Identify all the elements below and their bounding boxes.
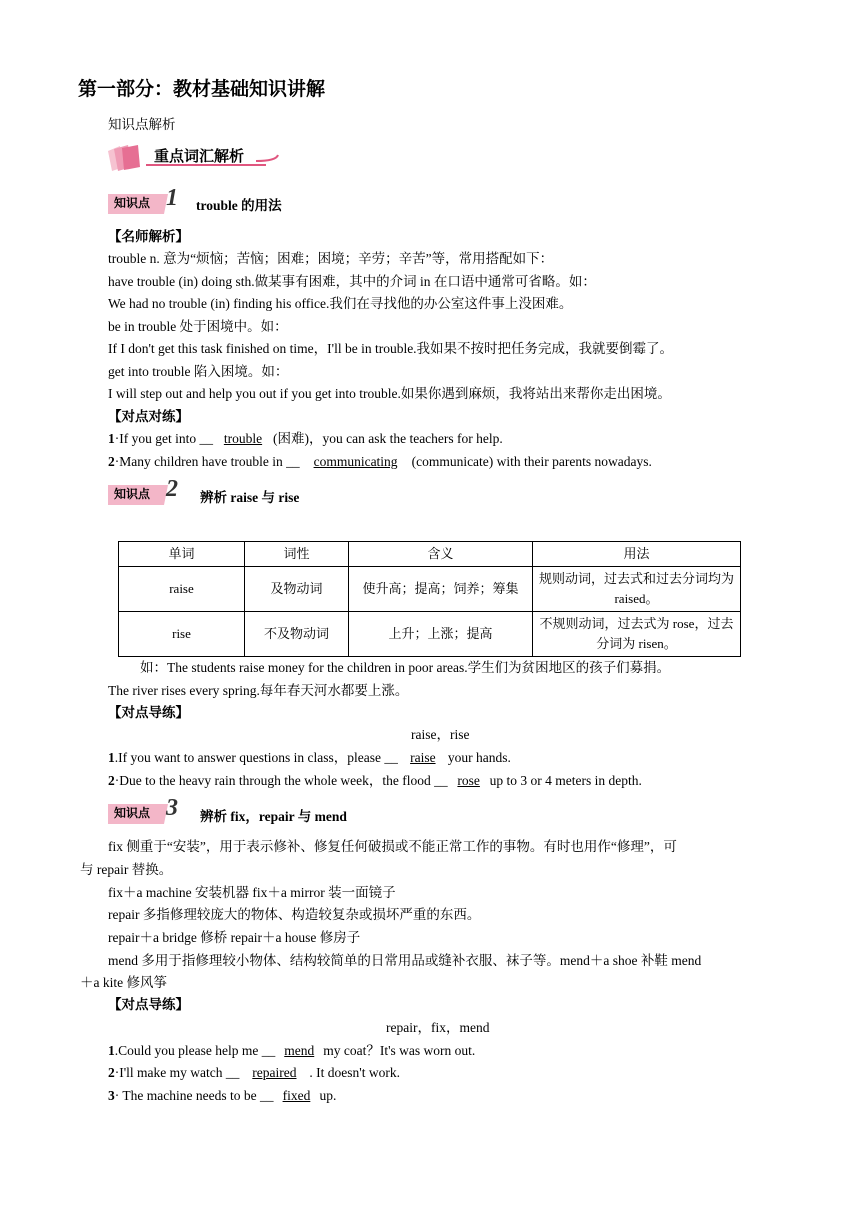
answer: fixed [282, 1088, 311, 1103]
word-bank: repair，fix，mend [386, 1020, 490, 1035]
question-1 [108, 1041, 475, 1061]
kp1-title: trouble 的用法 [196, 198, 282, 213]
kp3-line: ＋a kite 修风筝 [80, 975, 167, 990]
question-1 [108, 429, 503, 449]
answer: rose [457, 773, 480, 788]
table-cell: raise [119, 567, 245, 612]
question-prefix: .Could you please help me __ [114, 1043, 276, 1058]
question-2 [108, 1063, 400, 1083]
answer: repaired [252, 1065, 297, 1080]
table-header: 单词 [119, 542, 245, 567]
practice-label: 【对点导练】 [108, 997, 189, 1012]
badge-label: 知识点 [114, 487, 151, 501]
badge-number: 1 [166, 185, 178, 211]
kp1-line: We had no trouble (in) finding his office.我们在寻找他的办公室这件事上没困难。 [108, 296, 573, 311]
question-1 [108, 748, 511, 768]
kp3-line: repair 多指修理较庞大的物体、构造较复杂或损坏严重的东西。 [108, 907, 481, 922]
question-prefix: ·I'll make my watch __ [114, 1065, 240, 1080]
question-number: 1 [108, 1043, 115, 1058]
kp3-line: repair＋a bridge 修桥 repair＋a house 修房子 [108, 930, 361, 945]
table-cell: 使升高；提高；饲养；筹集 [349, 567, 533, 612]
section-banner [106, 143, 286, 173]
table-cell: 不及物动词 [245, 612, 349, 657]
banner-label: 重点词汇解析 [154, 147, 245, 165]
question-number: 2 [108, 454, 115, 469]
question-prefix: ·Due to the heavy rain through the whole week，the flood __ [114, 773, 448, 788]
analysis-label: 【名师解析】 [108, 229, 189, 244]
page-title: 第一部分：教材基础知识讲解 [78, 78, 326, 100]
table-row [119, 612, 741, 657]
kp2-title: 辨析 raise 与 rise [200, 490, 300, 505]
kp1-line: be in trouble 处于困境中。如： [108, 319, 288, 334]
answer: trouble [223, 431, 263, 446]
knowledge-point-badge-2 [108, 476, 188, 505]
word-bank: raise，rise [411, 727, 470, 742]
practice-label: 【对点导练】 [108, 705, 189, 720]
answer: mend [284, 1043, 315, 1058]
table-header: 词性 [245, 542, 349, 567]
subheading: 知识点解析 [108, 117, 176, 132]
knowledge-point-badge-3 [108, 795, 188, 824]
kp1-line: trouble n. 意为“烦恼；苦恼；困难；困境；辛劳；辛苦”等，常用搭配如下： [108, 251, 554, 266]
example-line: The river rises every spring.每年春天河水都要上涨。 [108, 683, 409, 698]
comparison-table [118, 541, 741, 657]
question-suffix: up. [319, 1088, 337, 1103]
question-number: 2 [108, 773, 115, 788]
table-cell: 规则动词，过去式和过去分词均为 raised。 [533, 567, 741, 612]
question-suffix: (communicate) with their parents nowadays. [411, 454, 652, 469]
table-cell: 及物动词 [245, 567, 349, 612]
table-header: 含义 [349, 542, 533, 567]
question-number: 2 [108, 1065, 115, 1080]
question-3 [108, 1086, 336, 1106]
question-prefix: · The machine needs to be __ [114, 1088, 274, 1103]
practice-label: 【对点对练】 [108, 409, 189, 424]
table-header-row [119, 542, 741, 567]
kp3-line: fix＋a machine 安装机器 fix＋a mirror 装一面镜子 [108, 885, 396, 900]
question-suffix: (困难)，you can ask the teachers for help. [272, 431, 503, 446]
badge-label: 知识点 [114, 806, 151, 820]
table-header: 用法 [533, 542, 741, 567]
kp1-line: I will step out and help you out if you get into trouble.如果你遇到麻烦，我将站出来帮你走出困境。 [108, 386, 671, 401]
question-suffix: your hands. [447, 750, 511, 765]
question-suffix: . It doesn't work. [309, 1065, 400, 1080]
question-prefix: .If you want to answer questions in class，please __ [114, 750, 398, 765]
question-2 [108, 452, 652, 472]
badge-number: 2 [166, 476, 178, 502]
table-cell: rise [119, 612, 245, 657]
question-number: 1 [108, 431, 115, 446]
kp3-line: fix 侧重于“安装”，用于表示修补、修复任何破损或不能正常工作的事物。有时也用作“修理”，可 [108, 839, 677, 854]
question-prefix: ·If you get into __ [114, 431, 213, 446]
kp3-title: 辨析 fix，repair 与 mend [200, 809, 347, 824]
kp1-line: have trouble (in) doing sth.做某事有困难，其中的介词 in 在口语中通常可省略。如： [108, 274, 596, 289]
table-cell: 不规则动词，过去式为 rose，过去分词为 risen。 [533, 612, 741, 657]
kp3-line: 与 repair 替换。 [80, 862, 173, 877]
knowledge-point-badge-1 [108, 185, 188, 214]
answer: raise [410, 750, 436, 765]
question-2 [108, 771, 642, 791]
question-suffix: my coat？It's was worn out. [323, 1043, 476, 1058]
question-number: 1 [108, 750, 115, 765]
question-suffix: up to 3 or 4 meters in depth. [489, 773, 642, 788]
badge-number: 3 [166, 795, 178, 821]
example-line: 如：The students raise money for the children in poor areas.学生们为贫困地区的孩子们募捐。 [140, 660, 671, 675]
table-cell: 上升；上涨；提高 [349, 612, 533, 657]
question-prefix: ·Many children have trouble in __ [114, 454, 300, 469]
answer: communicating [313, 454, 398, 469]
question-number: 3 [108, 1088, 115, 1103]
badge-label: 知识点 [114, 196, 151, 210]
kp3-line: mend 多用于指修理较小物体、结构较简单的日常用品或缝补衣服、袜子等。mend＋a shoe 补鞋 mend [108, 953, 702, 968]
kp1-line: If I don't get this task finished on time，I'll be in trouble.我如果不按时把任务完成，我就要倒霉了。 [108, 341, 674, 356]
kp1-line: get into trouble 陷入困境。如： [108, 364, 289, 379]
table-row [119, 567, 741, 612]
